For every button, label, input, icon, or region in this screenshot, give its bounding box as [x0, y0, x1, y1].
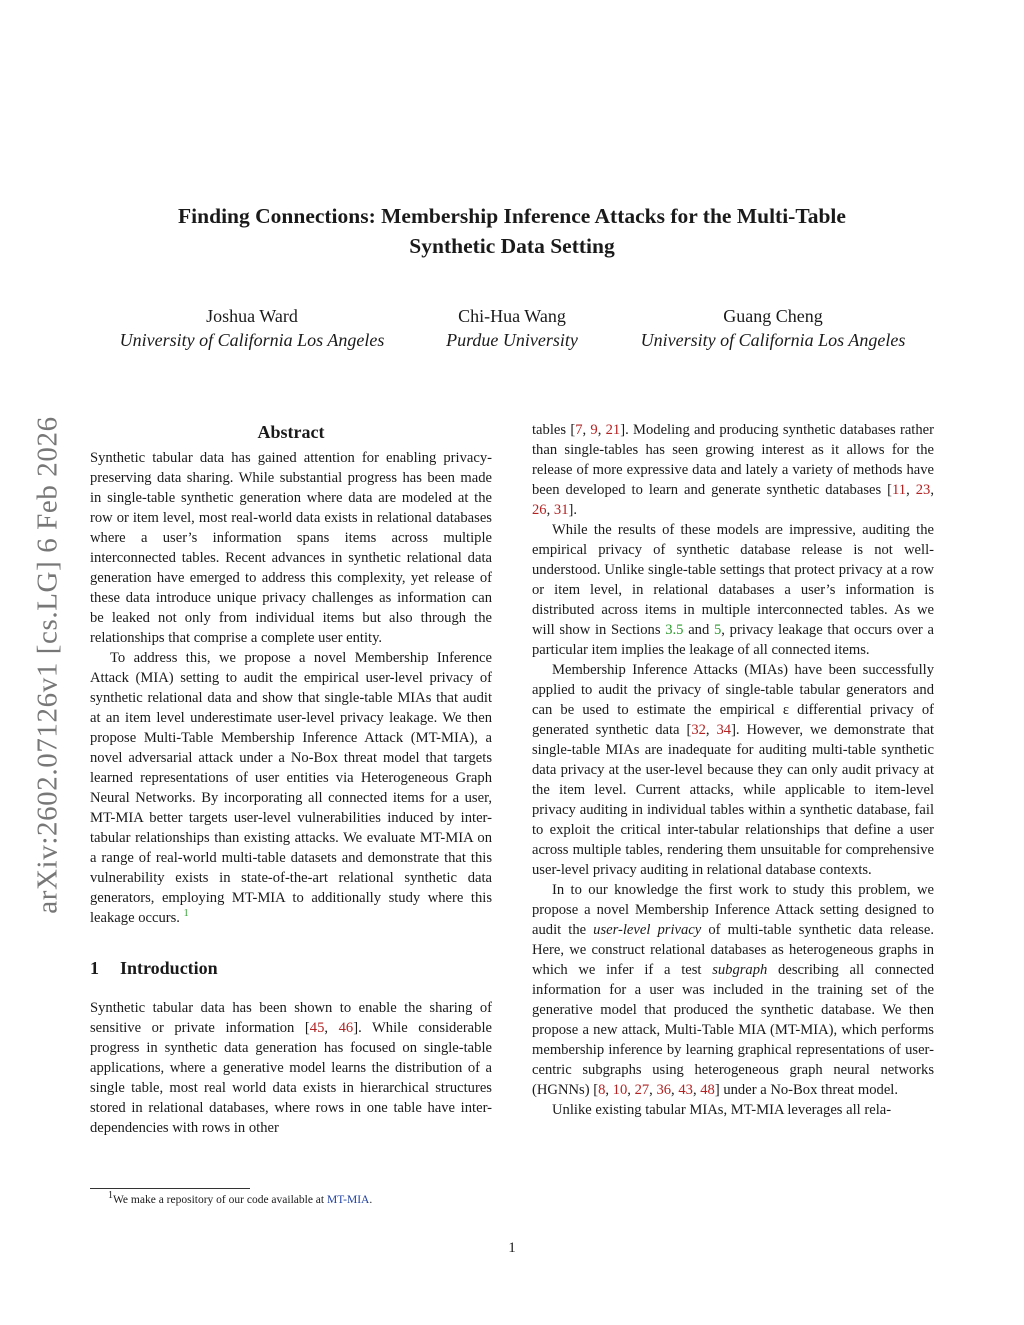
paper-title	[100, 201, 924, 261]
abstract-heading: Abstract	[257, 422, 325, 442]
author-1	[120, 304, 385, 352]
right-paragraph-3: Membership Inference Attacks (MIAs) have been successfully applied to audit the privacy of single-table tabular generators and can be used to estimate the empirical ε differential privacy of generated synthetic data [32, 34]. However, we demonstrate that single-table MIAs are inadequate for auditing multi-table synthetic data privacy at the user-level because they can only audit privacy at the item level. Current attacks, while applicable to item-level privacy auditing in individual tables within a synthetic database, fail to exploit the critical inter-tabular relationships that define a user across multiple tables, rendering them unsuitable for comprehensive user-level privacy auditing in relational database contexts.	[532, 662, 934, 878]
intro-paragraph-1: Synthetic tabular data has been shown to enable the sharing of sensitive or private information [45, 46]. While considerable progress in synthetic data generation has focused on single-table applications, where a generative model learns the distribution of a single table, most real world data exists in hierarchical structures stored in relational databases, where rows in one table have inter-dependencies with rows in other	[90, 1000, 492, 1136]
citation-link[interactable]: 10	[612, 1082, 628, 1098]
left-column	[90, 420, 492, 1138]
citation-link[interactable]: 43	[678, 1082, 693, 1098]
arxiv-stamp: arXiv:2602.07126v1 [cs.LG] 6 Feb 2026	[31, 416, 64, 914]
citation-link[interactable]: 45	[309, 1020, 325, 1036]
citation-link[interactable]: 11	[892, 482, 907, 498]
author-affiliation: Purdue University	[446, 330, 578, 350]
citation-link[interactable]: 36	[656, 1082, 672, 1098]
citation-link[interactable]: 23	[915, 482, 931, 498]
abstract-paragraph-1: Synthetic tabular data has gained attention for enabling privacy-preserving data sharing. While substantial progress has been made in single-table synthetic generation where data are modeled at the row or item level, most real-world data exists in relational databases where a user’s information spans items across multiple interconnected tables. Recent advances in synthetic relational data generation have emerged to address this complexity, yet release of these data introduce unique privacy challenges as information can be leaked not only from individual items but also through the relationships that comprise a complete user entity.	[90, 450, 492, 646]
footnote: $^1$We make a repository of our code available at MT-MIA.	[108, 1190, 373, 1206]
citation-link[interactable]: 7	[575, 422, 583, 438]
section-ref-link[interactable]: 5	[714, 622, 722, 638]
citation-link[interactable]: 9	[590, 422, 598, 438]
footnote-number: 1	[108, 1190, 113, 1202]
citation-link[interactable]: 46	[338, 1020, 354, 1036]
emphasis: user-level privacy	[593, 922, 702, 938]
citation-link[interactable]: 21	[605, 422, 621, 438]
section-title: Introduction	[120, 958, 218, 978]
citation-link[interactable]: 48	[700, 1082, 715, 1098]
right-paragraph-2: While the results of these models are impressive, auditing the empirical privacy of synthetic database release is not well-understood. Unlike single-table settings that protect privacy at a row or item level, in relational databases a user’s information is distributed across items in multiple interconnected tables. As we will show in Sections 3.5 and 5, privacy leakage that occurs over a particular item implies the leakage of all connected items.	[532, 522, 934, 658]
author-affiliation: University of California Los Angeles	[119, 330, 385, 350]
author-2	[446, 304, 578, 352]
citation-link[interactable]: 26	[532, 502, 547, 518]
section-ref-link[interactable]: 3.5	[665, 622, 684, 638]
repository-link[interactable]: MT-MIA	[326, 1194, 370, 1206]
citation-link[interactable]: 31	[553, 502, 569, 518]
citation-link[interactable]: 27	[634, 1082, 650, 1098]
abstract-paragraph-2	[90, 648, 492, 928]
title-line-1: Finding Connections: Membership Inference Attacks for the Multi-Table	[178, 204, 846, 228]
right-column	[532, 420, 934, 1120]
emphasis: subgraph	[712, 962, 768, 978]
author-name: Chi-Hua Wang	[458, 306, 566, 326]
author-affiliation: University of California Los Angeles	[640, 330, 906, 350]
section-heading-introduction	[90, 956, 492, 980]
right-paragraph-1: tables [7, 9, 21]. Modeling and producing synthetic databases rather than single-tables has seen growing interest as it allows for the release of more expressive data and lately a variety of methods have been developed to learn and generate synthetic databases [11, 23, 26, 31].	[532, 422, 934, 518]
author-name: Joshua Ward	[206, 306, 298, 326]
title-line-2: Synthetic Data Setting	[409, 234, 615, 258]
right-paragraph-5: Unlike existing tabular MIAs, MT-MIA leverages all rela-	[552, 1102, 892, 1118]
author-name: Guang Cheng	[723, 306, 823, 326]
footnote-divider	[90, 1188, 250, 1189]
citation-link[interactable]: 34	[716, 722, 732, 738]
author-3	[641, 304, 906, 352]
abstract-paragraph-2-text: To address this, we propose a novel Membership Inference Attack (MIA) setting to audit the empirical user-level privacy of synthetic relational data and show that single-table MIAs that audit at an item level underestimate user-level privacy leakage. We then propose Multi-Table Membership Inference Attack (MT-MIA), a novel adversarial attack under a No-Box threat model that targets learned representations of user entities via Heterogeneous Graph Neural Networks. By incorporating all connected items for a user, MT-MIA better targets user-level vulnerabilities induced by inter-tabular relationships than existing attacks. We evaluate MT-MIA on a range of real-world multi-table datasets and demonstrate that this vulnerability exists in state-of-the-art relational synthetic data generators, employing MT-MIA to additionally study where this leakage occurs.	[90, 650, 492, 926]
citation-link[interactable]: 32	[691, 722, 706, 738]
section-number: 1	[90, 958, 99, 978]
right-paragraph-4: In to our knowledge the first work to study this problem, we propose a novel Membership Inference Attack setting designed to audit the user-level privacy of multi-table synthetic data release. Here, we construct relational databases as heterogeneous graphs in which we infer if a test subgraph describing all connected information for a user was included in the training set of the generative model that produced the synthetic database. We then propose a new attack, Multi-Table MIA (MT-MIA), which performs membership inference by learning graphical representations of user-centric subgraphs using heterogeneous graph neural networks (HGNNs) [8, 10, 27, 36, 43, 48] under a No-Box threat model.	[532, 882, 935, 1098]
citation-link[interactable]: 8	[598, 1082, 606, 1098]
page-number: 1	[508, 1240, 516, 1256]
footnote-mark-link[interactable]: 1	[183, 908, 189, 920]
